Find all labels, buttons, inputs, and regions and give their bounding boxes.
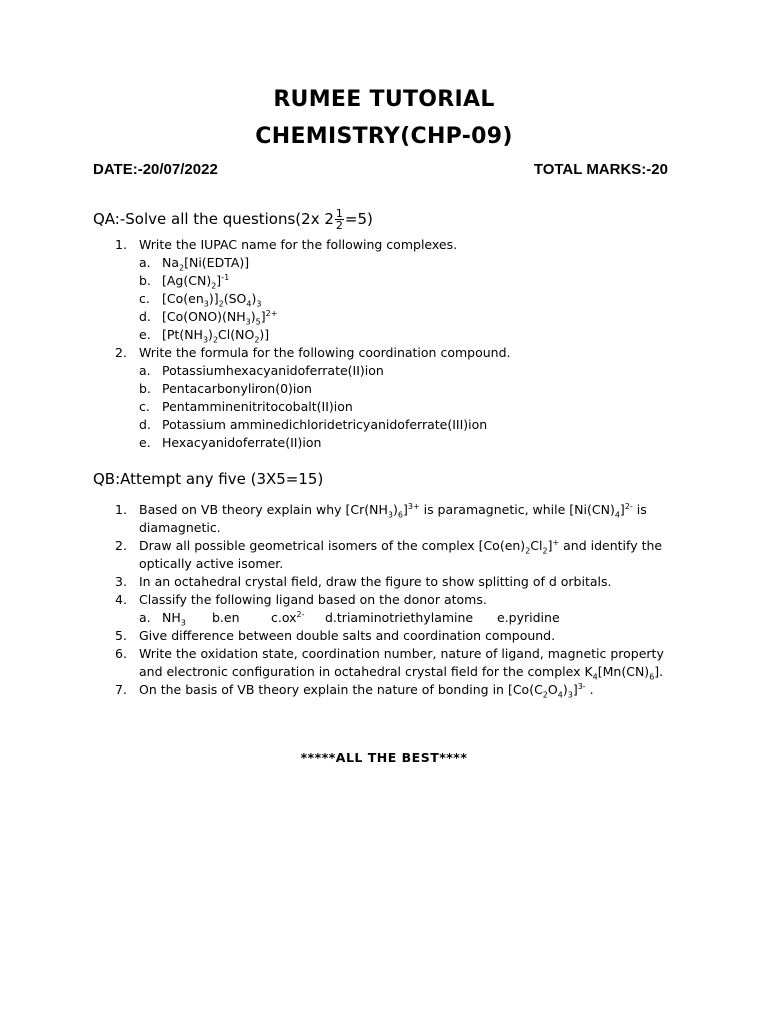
formula-part: [Co(en bbox=[162, 291, 204, 306]
formula-charge: + bbox=[552, 537, 560, 547]
qa-q2-items bbox=[139, 362, 683, 452]
qb-question-1 bbox=[93, 501, 683, 537]
qb-question-4 bbox=[93, 591, 683, 627]
question-number: 2. bbox=[115, 538, 127, 553]
item-label: d. bbox=[139, 309, 151, 324]
question-text: ) bbox=[562, 682, 568, 697]
item-label: a. bbox=[139, 363, 151, 378]
list-item bbox=[139, 326, 683, 344]
formula-part: Cl(NO bbox=[218, 327, 255, 342]
qa-heading-prefix: QA:-Solve all the questions(2x 2 bbox=[93, 210, 334, 228]
item-label: e. bbox=[139, 327, 151, 342]
item-text: Potassiumhexacyanidoferrate(II)ion bbox=[162, 363, 384, 378]
formula-subscript: 6 bbox=[649, 672, 655, 682]
formula-subscript: 2 bbox=[254, 335, 260, 345]
formula-charge: 3- bbox=[577, 681, 586, 691]
qa-q1-items bbox=[139, 254, 683, 344]
question-number: 2. bbox=[115, 345, 127, 360]
formula-subscript: 2 bbox=[212, 335, 219, 345]
formula-subscript: 2 bbox=[542, 690, 548, 700]
question-number: 4. bbox=[115, 592, 127, 607]
formula-subscript: 2 bbox=[525, 546, 531, 556]
question-text: ] bbox=[402, 502, 408, 517]
choice-en: b.en bbox=[212, 610, 240, 625]
question-number: 1. bbox=[115, 237, 127, 252]
formula-part: ) bbox=[251, 291, 257, 306]
item-label: b. bbox=[139, 273, 151, 288]
list-item bbox=[139, 434, 683, 452]
qa-question-2 bbox=[93, 344, 683, 452]
item-label: e. bbox=[139, 435, 151, 450]
formula-charge: 3+ bbox=[407, 501, 420, 511]
question-text: ] bbox=[572, 682, 578, 697]
formula-charge: 2+ bbox=[265, 308, 278, 318]
item-text: Pentacarbonyliron(0)ion bbox=[162, 381, 312, 396]
question-text: In an octahedral crystal field, draw the figure to show splitting of d orbitals. bbox=[139, 574, 612, 589]
choice-pyridine: e.pyridine bbox=[497, 610, 560, 625]
question-text: Based on VB theory explain why [Cr(NH bbox=[139, 502, 388, 517]
item-label: c. bbox=[139, 291, 150, 306]
question-number: 5. bbox=[115, 628, 127, 643]
formula-part: ] bbox=[260, 309, 266, 324]
formula-subscript: 4 bbox=[614, 510, 620, 520]
item-text: Pentamminenitritocobalt(II)ion bbox=[162, 399, 353, 414]
list-item bbox=[139, 254, 683, 272]
question-text: Draw all possible geometrical isomers of the complex [Co(en) bbox=[139, 538, 526, 553]
question-text: Cl bbox=[530, 538, 543, 553]
question-text: ) bbox=[392, 502, 398, 517]
formula-subscript: 4 bbox=[592, 672, 598, 682]
list-item bbox=[139, 398, 683, 416]
list-item bbox=[139, 416, 683, 434]
question-number: 7. bbox=[115, 682, 127, 697]
question-number: 3. bbox=[115, 574, 127, 589]
item-label: c. bbox=[139, 399, 150, 414]
question-text: Write the IUPAC name for the following complexes. bbox=[139, 237, 458, 252]
exam-date: DATE:-20/07/2022 bbox=[93, 161, 218, 178]
item-label: d. bbox=[139, 417, 151, 432]
page-subtitle: CHEMISTRY(CHP-09) bbox=[255, 124, 513, 149]
formula-subscript: 3 bbox=[203, 299, 209, 309]
formula-part: Na bbox=[162, 255, 180, 270]
question-text: O bbox=[547, 682, 558, 697]
formula-part: ] bbox=[216, 273, 222, 288]
formula-subscript: 3 bbox=[245, 317, 251, 327]
formula-subscript: 5 bbox=[255, 317, 261, 327]
choice-oxalate: $c.ox^{2-}$ bbox=[271, 609, 305, 625]
question-number: 6. bbox=[115, 646, 127, 661]
formula-subscript: 4 bbox=[246, 299, 252, 309]
qb-question-2 bbox=[93, 537, 683, 573]
formula-part: ) bbox=[250, 309, 256, 324]
item-label: a. bbox=[139, 255, 151, 270]
qb-question-3 bbox=[93, 573, 683, 591]
question-text: ] bbox=[619, 502, 625, 517]
formula-part: [Pt(NH bbox=[162, 327, 203, 342]
list-item bbox=[139, 380, 683, 398]
formula-part: [Ni(EDTA)] bbox=[184, 255, 250, 270]
list-item bbox=[139, 272, 683, 290]
list-item bbox=[139, 362, 683, 380]
question-text: and identify the optically active isomer. bbox=[139, 538, 663, 571]
qb-q4-items bbox=[139, 609, 683, 627]
question-text: [Mn(CN) bbox=[597, 664, 650, 679]
section-qa-heading bbox=[93, 208, 373, 231]
list-item bbox=[139, 308, 683, 326]
qa-question-1 bbox=[93, 236, 683, 344]
choice-triaminotriethylamine: d.triaminotriethylamine bbox=[325, 610, 474, 625]
qb-question-7 bbox=[93, 681, 683, 699]
question-text: On the basis of VB theory explain the nature of bonding in [Co(C bbox=[139, 682, 543, 697]
formula-charge: 2- bbox=[624, 501, 633, 511]
total-marks: TOTAL MARKS:-20 bbox=[533, 161, 668, 178]
question-text: is diamagnetic. bbox=[139, 502, 647, 535]
formula-subscript: 4 bbox=[557, 690, 563, 700]
formula-subscript: 3 bbox=[567, 690, 573, 700]
formula-part: ) bbox=[208, 327, 213, 342]
formula-subscript: 3 bbox=[256, 299, 262, 309]
question-text: Give difference between double salts and coordination compound. bbox=[139, 628, 556, 643]
question-number: 1. bbox=[115, 502, 127, 517]
question-text: ]. bbox=[654, 664, 664, 679]
item-text: Potassium amminedichloridetricyanidoferrate(III)ion bbox=[162, 417, 488, 432]
formula-subscript: 2 bbox=[542, 546, 548, 556]
list-item bbox=[139, 290, 683, 308]
formula-part: [Co(ONO)(NH bbox=[162, 309, 246, 324]
qb-question-5 bbox=[93, 627, 683, 645]
formula-subscript: 6 bbox=[397, 510, 403, 520]
formula-subscript: 2 bbox=[179, 263, 185, 273]
closing-message: *****ALL THE BEST**** bbox=[300, 750, 468, 765]
formula-part: )] bbox=[259, 327, 270, 342]
formula-part: (SO bbox=[223, 291, 247, 306]
list-item bbox=[139, 609, 683, 627]
formula-part: [Ag(CN) bbox=[162, 273, 212, 288]
fraction-numerator: 1 bbox=[335, 207, 343, 220]
question-text: ] bbox=[547, 538, 553, 553]
question-text: Classify the following ligand based on the donor atoms. bbox=[139, 592, 487, 607]
formula-subscript: 2 bbox=[218, 299, 224, 309]
fraction-denominator: 2 bbox=[335, 219, 343, 232]
qa-heading-suffix: =5) bbox=[344, 210, 373, 228]
section-qb-heading: QB:Attempt any five (3X5=15) bbox=[93, 470, 324, 488]
formula-subscript: 3 bbox=[387, 510, 393, 520]
item-label: b. bbox=[139, 381, 151, 396]
formula-subscript: 3 bbox=[202, 335, 209, 345]
question-text: is paramagnetic, while [Ni(CN) bbox=[419, 502, 615, 517]
item-text: Hexacyanidoferrate(II)ion bbox=[162, 435, 322, 450]
qa-question-list bbox=[93, 236, 683, 452]
qb-question-6 bbox=[93, 645, 683, 681]
question-text: . bbox=[585, 682, 594, 697]
formula-subscript: 2 bbox=[211, 281, 217, 291]
formula-charge: -1 bbox=[221, 272, 230, 282]
formula-part: )] bbox=[208, 291, 219, 306]
choice-ammonia: $NH_3$ bbox=[162, 610, 186, 628]
item-label: a. bbox=[139, 610, 151, 625]
question-text: Write the formula for the following coordination compound. bbox=[139, 345, 511, 360]
qb-question-list bbox=[93, 501, 683, 699]
question-text: Write the oxidation state, coordination number, nature of ligand, magnetic property and electronic configuration in octahedral crystal field for the complex K bbox=[139, 646, 664, 679]
fraction-half bbox=[335, 208, 344, 231]
page-title: RUMEE TUTORIAL bbox=[273, 87, 495, 112]
